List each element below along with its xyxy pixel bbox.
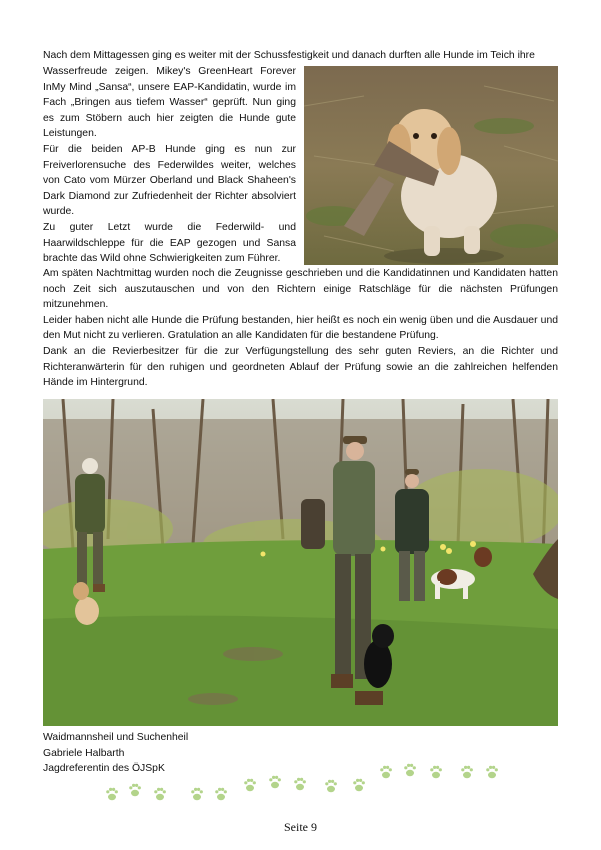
paw-print-trail xyxy=(0,760,601,805)
paw-print-icon xyxy=(486,766,498,778)
paw-print-icon xyxy=(461,766,473,778)
paragraph-thanks: Dank an die Revierbesitzer für die zur Verfügungstellung des sehr guten Reviers, an die Richter und Richteranwärterin für den ruhigen und geordneten Ablauf der Prüfung sowie an die zahlreichen helfenden Hände im Hintergrund. xyxy=(43,345,558,389)
photo-handlers-with-dogs xyxy=(43,399,558,726)
paw-print-icon xyxy=(294,778,306,790)
paragraph-certificates: Am späten Nachtmittag wurden noch die Zeugnisse geschrieben und die Kandidatinnen und Kandidaten hatten noch Zeit sich auszutauschen und von den Richtern einige Ratschläge für die nächsten Prüfungen mitzunehmen. xyxy=(43,268,558,311)
paw-print-icon xyxy=(244,779,256,791)
signature-greeting: Waidmannsheil und Suchenheil xyxy=(43,732,189,743)
paw-print-icon xyxy=(106,788,118,800)
signature-name: Gabriele Halbarth xyxy=(43,747,125,759)
paw-print-icon xyxy=(129,784,141,796)
paragraph-drag-track: Zu guter Letzt wurde die Federwild- und Haarwildschleppe für die EAP gezogen und Sansa brachte das Wild ohne Schwierigkeiten zum Führer. xyxy=(43,221,296,265)
paw-print-icon xyxy=(380,766,392,778)
paragraph-intro-line: Nach dem Mittagessen ging es weiter mit der Schussfestigkeit und danach durften alle Hunde im Teich ihre xyxy=(43,50,535,61)
paw-print-icon xyxy=(191,788,203,800)
paw-print-icon xyxy=(269,776,281,788)
text-column-beside-photo xyxy=(43,64,296,267)
photo-spaniel-retrieving-rabbit xyxy=(304,66,558,265)
paragraph-retrieve-search: Für die beiden AP-B Hunde ging es nun zur Freiverlorensuche des Federwildes weiter, welches von Cato vom Mürzer Oberland und Black Shaheen's Dark Diamond zur Zufriedenheit der Richter absolviert wurde. xyxy=(43,143,296,218)
paw-print-icon xyxy=(215,788,227,800)
paragraph-water-test: Wasserfreude zeigen. Mikey's GreenHeart Forever InMy Mind „Sansa“, unsere EAP-Kandidatin, wurde im Fach „Bringen aus tiefem Wasser“ geprüft. Nun ging es zum Stöbern auch hier zeigten die Hunde gute Leistungen. xyxy=(43,66,296,140)
signature-role: Jagdreferentin des ÖJSpK xyxy=(43,763,165,775)
text-block-full-width xyxy=(43,266,558,391)
paw-print-icon xyxy=(325,780,337,792)
paw-print-icon xyxy=(154,788,166,800)
paw-print-icon xyxy=(404,764,416,776)
paragraph-encouragement: Leider haben nicht alle Hunde die Prüfung bestanden, hier heißt es noch ein wenig üben und die Ausdauer und den Mut nicht zu verlieren. Gratulation an alle Kandidaten für die bestandene Prüfung. xyxy=(43,314,558,342)
page-number: Seite 9 xyxy=(284,820,317,834)
paw-print-icon xyxy=(430,766,442,778)
paw-print-icon xyxy=(353,779,365,791)
